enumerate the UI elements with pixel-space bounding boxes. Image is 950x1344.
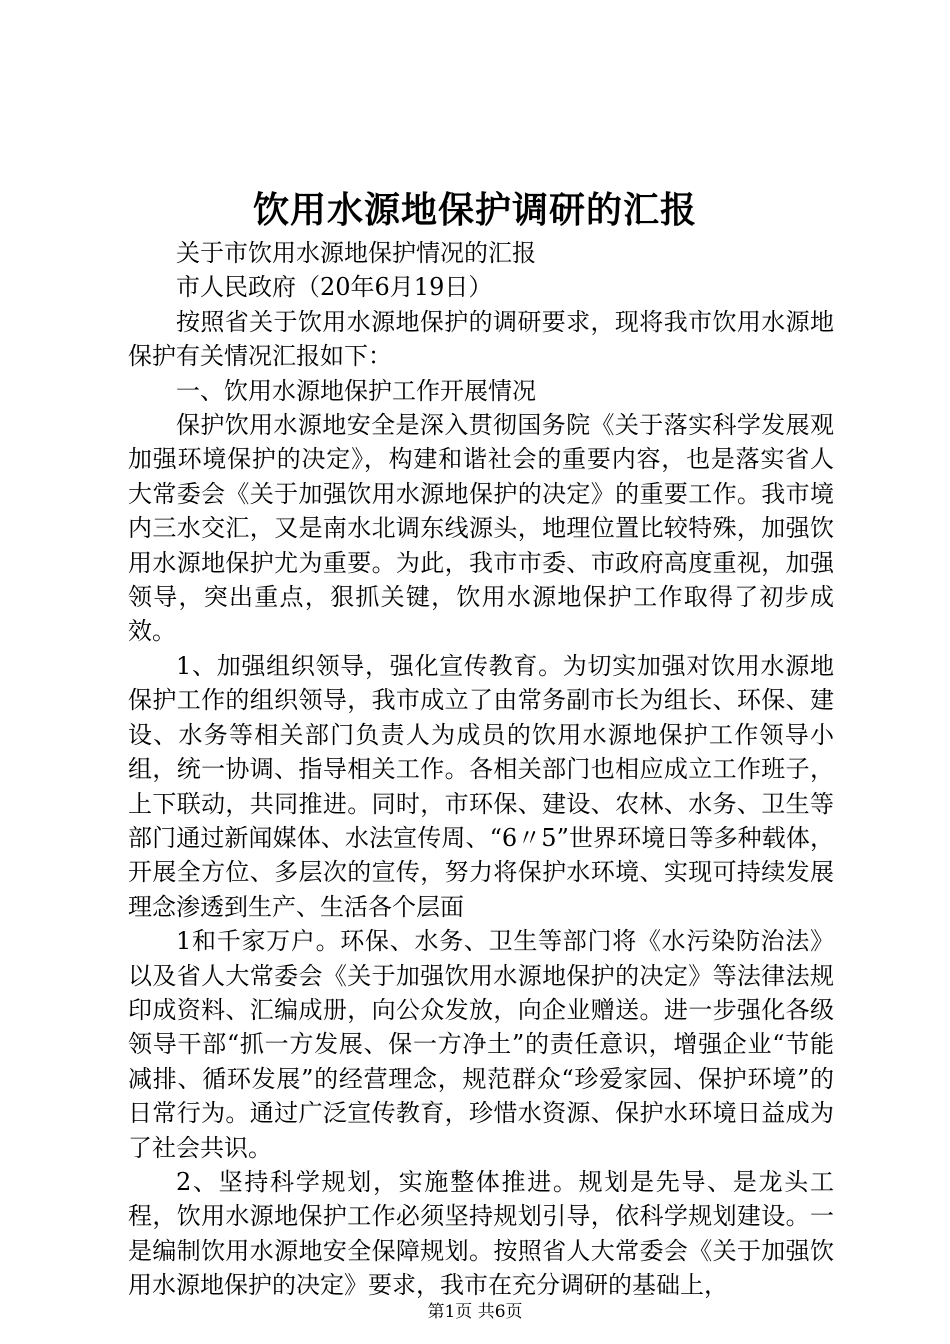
- page-footer: 第1页 共6页: [427, 1302, 523, 1322]
- document-body: [128, 236, 834, 1303]
- document-title: 饮用水源地保护调研的汇报: [252, 189, 697, 231]
- paragraph-overview: 保护饮用水源地安全是深入贯彻国务院《关于落实科学发展观加强环境保护的决定》，构建和谐社会的重要内容，也是落实省人大常委会《关于加强饮用水源地保护的决定》的重要工作。我市境内三水交汇，又是南水北调东线源头，地理位置比较特殊，加强饮用水源地保护尤为重要。为此，我市市委、市政府高度重视，加强领导，突出重点，狠抓关键，饮用水源地保护工作取得了初步成效。: [128, 411, 834, 646]
- paragraph-point-2: 2、坚持科学规划，实施整体推进。规划是先导、是龙头工程，饮用水源地保护工作必须坚持规划引导，依科学规划建设。一是编制饮用水源地安全保障规划。按照省人大常委会《关于加强饮用水源地保护的决定》要求，我市在充分调研的基础上，: [128, 1167, 834, 1300]
- paragraph-intro: 按照省关于饮用水源地保护的调研要求，现将我市饮用水源地保护有关情况汇报如下：: [128, 307, 834, 371]
- paragraph-report-heading: 关于市饮用水源地保护情况的汇报: [176, 239, 536, 267]
- paragraph-issuer-date: 市人民政府（20年6月19日）: [176, 273, 493, 302]
- paragraph-point-1-continued: 1和千家万户。环保、水务、卫生等部门将《水污染防治法》以及省人大常委会《关于加强饮用水源地保护的决定》等法律法规印成资料、汇编成册，向公众发放，向企业赠送。进一步强化各级领导干部“抓一方发展、保一方净土”的责任意识，增强企业“节能减排、循环发展”的经营理念，规范群众“珍爱家园、保护环境”的日常行为。通过广泛宣传教育，珍惜水资源、保护水环境日益成为了社会共识。: [128, 927, 834, 1162]
- paragraph-section-heading: 一、饮用水源地保护工作开展情况: [176, 376, 536, 405]
- paragraph-point-1: 1、加强组织领导，强化宣传教育。为切实加强对饮用水源地保护工作的组织领导，我市成立了由常务副市长为组长、环保、建设、水务等相关部门负责人为成员的饮用水源地保护工作领导小组，统一协调、指导相关工作。各相关部门也相应成立工作班子，上下联动，共同推进。同时，市环保、建设、农林、水务、卫生等部门通过新闻媒体、水法宣传周、“6〃5”世界环境日等多种载体，开展全方位、多层次的宣传，努力将保护水环境、实现可持续发展理念渗透到生产、生活各个层面: [128, 651, 834, 921]
